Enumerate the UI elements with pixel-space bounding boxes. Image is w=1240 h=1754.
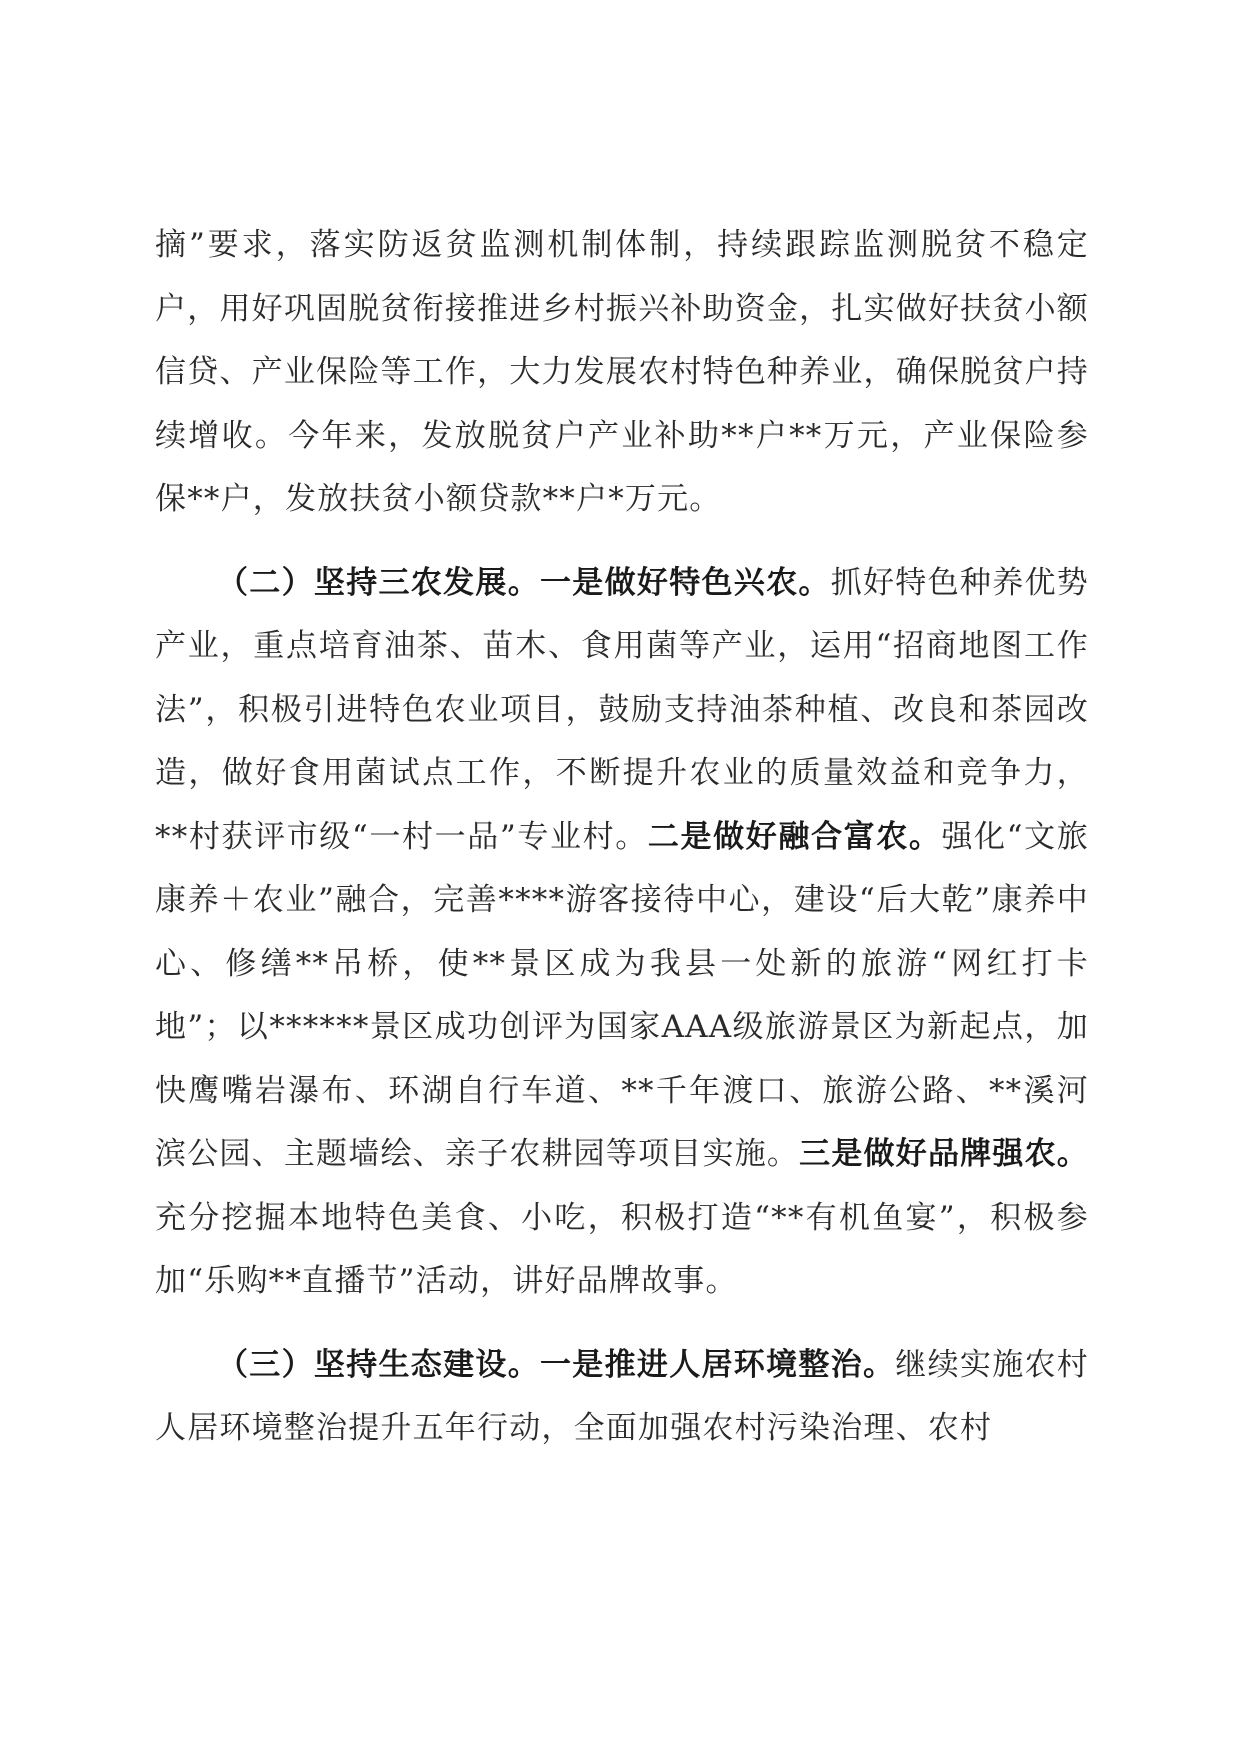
- document-body: [155, 214, 1089, 1481]
- paragraph-text: 摘”要求，落实防返贫监测机制体制，持续跟踪监测脱贫不稳定户，用好巩固脱贫衔接推进乡村振兴补助资金，扎实做好扶贫小额信贷、产业保险等工作，大力发展农村特色种养业，确保脱贫户持续增收。今年来，发放脱贫户产业补助**户**万元，产业保险参保**户，发放扶贫小额贷款**户*万元。: [155, 227, 1089, 517]
- subheading-brand-agriculture: 三是做好品牌强农。: [799, 1136, 1089, 1172]
- subheading-featured-agriculture: 一是做好特色兴农。: [540, 564, 831, 601]
- subheading-living-environment: 一是推进人居环境整治。: [540, 1346, 896, 1383]
- subheading-integrated-agriculture: 二是做好融合富农。: [647, 818, 942, 855]
- paragraph-text: 继续实施农村人居环境整治提升五年行动，全面加强农村污染治理、农村: [155, 1346, 1089, 1446]
- paragraph-text: 抓好特色种养优势产业，重点培育油茶、苗木、食用菌等产业，运用“招商地图工作法”，积极引进特色农业项目，鼓励支持油茶种植、改良和茶园改造，做好食用菌试点工作，不断提升农业的质量效益和竞争力，**村获评市级“一村一品”专业村。: [155, 564, 1089, 855]
- paragraph-text: 强化“文旅康养＋农业”融合，完善****游客接待中心，建设“后大乾”康养中心、修缮**吊桥，使**景区成为我县一处新的旅游“网红打卡地”；以******景区成功创评为国家AAA级旅游景区为新起点，加快鹰嘴岩瀑布、环湖自行车道、**千年渡口、旅游公路、**溪河滨公园、主题墙绘、亲子农耕园等项目实施。: [155, 818, 1089, 1172]
- paragraph-text: 充分挖掘本地特色美食、小吃，积极打造“**有机鱼宴”，积极参加“乐购**直播节”活动，讲好品牌故事。: [155, 1199, 1089, 1299]
- section-heading-2: （二）坚持三农发展。: [217, 564, 540, 601]
- section-heading-3: （三）坚持生态建设。: [217, 1346, 540, 1383]
- paragraph-agriculture-development: [155, 552, 1089, 1314]
- paragraph-poverty-monitoring: [155, 214, 1089, 532]
- paragraph-ecological-construction: [155, 1334, 1089, 1461]
